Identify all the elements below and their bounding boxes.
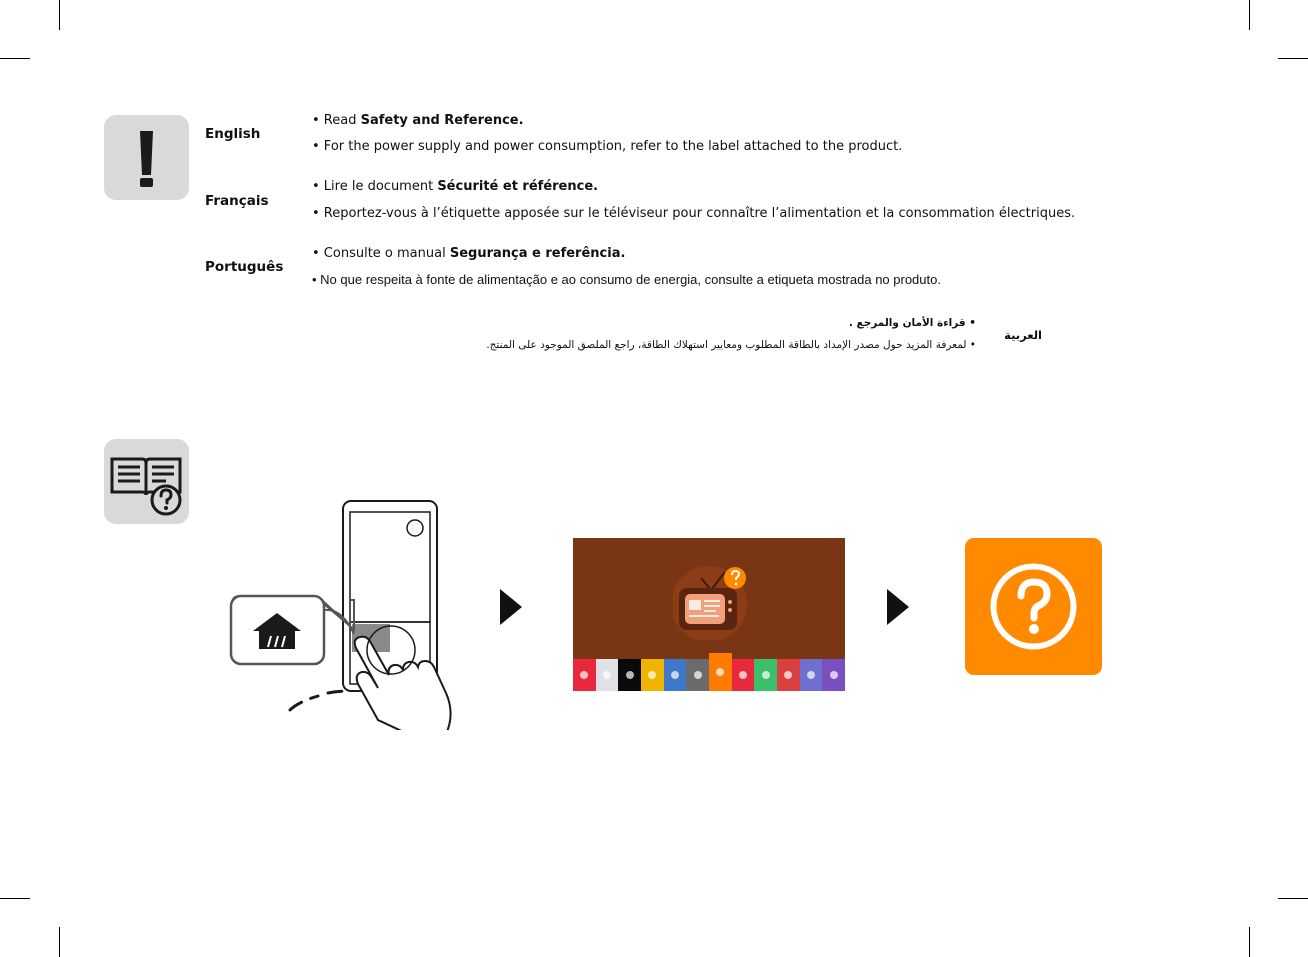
launcher-app-tile[interactable] (596, 659, 619, 691)
language-label-arabic: العربية (1004, 328, 1042, 342)
next-step-arrow (500, 589, 522, 625)
launcher-help-tile-selected[interactable] (709, 653, 732, 691)
question-icon (965, 538, 1102, 675)
crop-mark (59, 927, 60, 957)
launcher-app-tile[interactable] (573, 659, 596, 691)
launcher-app-tile[interactable] (641, 659, 664, 691)
english-read-title: Safety and Reference. (360, 113, 524, 128)
crop-mark (0, 58, 30, 59)
help-app-tile[interactable] (965, 538, 1102, 675)
launcher-app-tile[interactable] (664, 659, 687, 691)
portuguese-read-line (312, 246, 625, 261)
launcher-app-tile[interactable] (618, 659, 641, 691)
portuguese-power-line: • No que respeita à fonte de alimentação e ao consumo de energia, consulte a etiqueta mostrada no produto. (312, 272, 941, 287)
french-power-line: • Reportez-vous à l’étiquette apposée sur le téléviseur pour connaître l’alimentation et la consommation électriques. (312, 206, 1076, 221)
crop-mark (1249, 927, 1250, 957)
manual-icon-box (104, 439, 189, 524)
language-label-french: Français (205, 193, 269, 209)
launcher-app-tile[interactable] (686, 659, 709, 691)
next-step-arrow (887, 589, 909, 625)
language-label-portuguese: Português (205, 259, 284, 275)
launcher-app-tile[interactable] (732, 659, 755, 691)
launcher-app-tile[interactable] (754, 659, 777, 691)
launcher-app-tile[interactable] (777, 659, 800, 691)
tv-home-screen (573, 538, 845, 691)
launcher-app-tile[interactable] (800, 659, 823, 691)
launcher-bar (573, 659, 845, 691)
language-label-english: English (205, 126, 261, 142)
english-read-line (312, 113, 524, 128)
english-read-prefix: • Read (312, 113, 361, 128)
remote-home-illustration (228, 498, 473, 730)
english-power-line: • For the power supply and power consumption, refer to the label attached to the product. (312, 139, 903, 154)
arabic-power-line: • لمعرفة المزيد حول مصدر الإمداد بالطاقة المطلوب ومعايير استهلاك الطاقة، راجع الملصق الموجود على المنتج. (486, 339, 976, 351)
tv-illustration-icon (673, 560, 753, 640)
french-read-prefix: • Lire le document (312, 179, 438, 194)
crop-mark (1278, 58, 1308, 59)
crop-mark (1278, 898, 1308, 899)
exclamation-icon (104, 115, 189, 200)
launcher-app-tile[interactable] (822, 659, 845, 691)
crop-mark (59, 0, 60, 30)
portuguese-read-prefix: • Consulte o manual (312, 246, 450, 261)
french-read-title: Sécurité et référence. (437, 179, 599, 194)
crop-mark (0, 898, 30, 899)
warning-icon-box (104, 115, 189, 200)
french-read-line (312, 179, 598, 194)
arabic-read-line: • قراءة الأمان والمرجع . (848, 317, 976, 329)
crop-mark (1249, 0, 1250, 30)
portuguese-read-title: Segurança e referência. (449, 246, 626, 261)
book-question-icon (104, 439, 189, 524)
